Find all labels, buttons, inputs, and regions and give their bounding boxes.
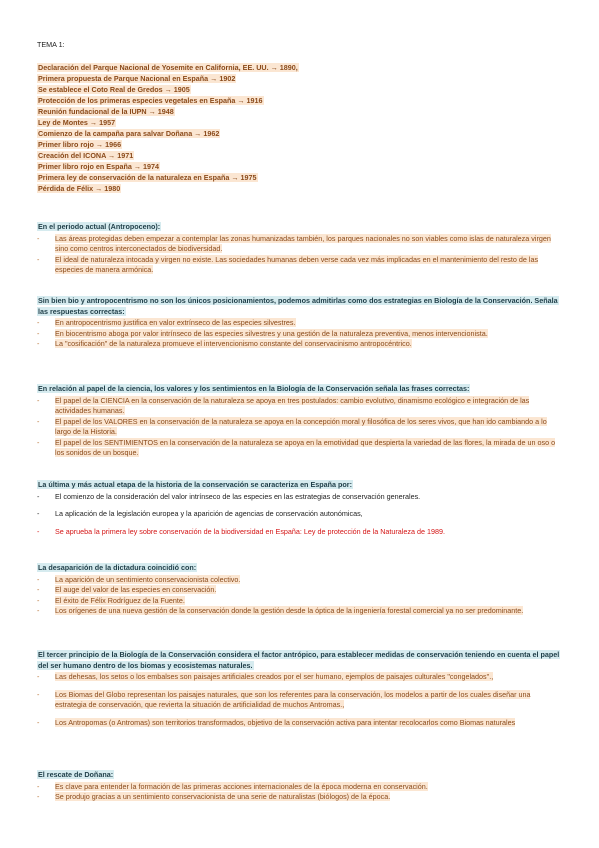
answer-item: - El ideal de naturaleza intocada y virgen no existe. Las sociedades humanas deben verse cada vez más implicadas en el mantenimiento del resto de las especies de manera armónica. — [37, 254, 539, 274]
timeline-item: Comienzo de la campaña para salvar Doñana → 1962 — [38, 129, 220, 138]
answer-item: - El papel de los SENTIMIENTOS en la conservación de la naturaleza se apoya en la emotividad que despierta la variedad de las flores, la mirada de un oso o los sonidos de un bosque. — [37, 437, 556, 457]
question-text: Sin bien bio y antropocentrismo no son los únicos posicionamientos, podemos admitirlas como dos estrategias en Biología de la Conservación. Señala las respuestas correctas: — [38, 296, 558, 316]
question-block — [37, 770, 562, 803]
timeline-item: Reunión fundacional de la IUPN → 1948 — [38, 107, 174, 116]
question-text: En el periodo actual (Antropoceno): — [38, 222, 161, 231]
question-block — [37, 222, 562, 276]
timeline-item: Creación del ICONA → 1971 — [38, 151, 134, 160]
answer-item: - Es clave para entender la formación de las primeras acciones internacionales de la época moderna en conservación. — [37, 781, 428, 791]
answer-item: - Los Biomas del Globo representan los paisajes naturales, que son los referentes para la conservación, los modelos a partir de los cuales diseñar una estrategia de conservación, que revierta la situación de artificialidad de muchos Antromas., — [37, 689, 531, 709]
timeline-item: Primera ley de conservación de la naturaleza en España → 1975 — [38, 173, 257, 182]
timeline-item: Se establece el Coto Real de Gredos → 1905 — [38, 85, 190, 94]
answer-item: - El papel de la CIENCIA en la conservación de la naturaleza se apoya en tres postulados: cambio evolutivo, dinamismo ecológico e integración de las actividades humanas. — [37, 395, 530, 415]
question-text: La desaparición de la dictadura coincidió con: — [38, 563, 197, 572]
answer-item: - Se produjo gracias a un sentimiento conservacionista de una serie de naturalistas (biólogos) de la época. — [37, 792, 391, 801]
question-text: En relación al papel de la ciencia, los valores y los sentimientos en la Biología de la Conservación señala las frases correctas: — [38, 384, 470, 393]
timeline-item: Declaración del Parque Nacional de Yosemite en California, EE. UU. → 1890, — [38, 63, 298, 72]
timeline-item: Primera propuesta de Parque Nacional en España → 1902 — [38, 74, 236, 83]
answer-item: - Las áreas protegidas deben empezar a contemplar las zonas humanizadas también, los parques nacionales no son viables como islas de naturaleza virgen sino como centros interconectados de biodiversidad. — [37, 233, 551, 253]
timeline-item: Primer libro rojo en España → 1974 — [38, 162, 160, 171]
answer-item: - El éxito de Félix Rodríguez de la Fuente. — [37, 595, 185, 605]
question-text: El rescate de Doñana: — [38, 770, 114, 779]
question-block — [37, 480, 562, 537]
answer-item: - En biocentrismo aboga por valor intrínseco de las especies silvestres y una gestión de la naturaleza preventiva, menos intervencionista. — [37, 328, 488, 338]
answer-item: - Se aprueba la primera ley sobre conservación de la biodiversidad en España: Ley de protección de la Naturaleza de 1989. — [37, 526, 445, 536]
timeline-item: Primer libro rojo → 1966 — [38, 140, 122, 149]
question-text: La última y más actual etapa de la historia de la conservación se caracteriza en España por: — [38, 480, 352, 489]
question-block — [37, 384, 562, 459]
answer-item: - El auge del valor de las especies en conservación. — [37, 585, 217, 594]
question-block — [37, 650, 562, 728]
topic-heading: TEMA 1: — [37, 40, 65, 49]
answer-item: - Los Antropomas (o Antromas) son territorios transformados, objetivo de la conservación activa para intentar recolocarlos como Biomas naturales — [37, 717, 516, 727]
answer-item: - El comienzo de la consideración del valor intrínseco de las especies en las estrategias de conservación generales. — [37, 491, 421, 501]
question-text: El tercer principio de la Biología de la Conservación considera el factor antrópico, para establecer medidas de conservación teniendo en cuenta el papel del ser humano dentro de los biomas y ecosistemas naturales. — [38, 650, 560, 670]
answer-item: - La aplicación de la legislación europea y la aparición de agencias de conservación autonómicas, — [37, 509, 363, 518]
timeline-item: Ley de Montes → 1957 — [38, 118, 116, 127]
answer-item: - En antropocentrismo justifica en valor extrínseco de las especies silvestres. — [37, 318, 296, 327]
answer-item: - La aparición de un sentimiento conservacionista colectivo. — [37, 574, 241, 584]
answer-item: - Los orígenes de una nueva gestión de la conservación donde la gestión desde la óptica de la ingeniería forestal comercial ya no ser predominante. — [37, 606, 524, 615]
answer-item: - El papel de los VALORES en la conservación de la naturaleza se apoya en la concepción moral y filosófica de los seres vivos, que han ido cambiando a lo largo de la Historia. — [37, 416, 547, 436]
question-block — [37, 563, 562, 617]
timeline-item: Pérdida de Félix → 1980 — [38, 184, 121, 193]
timeline-item: Protección de los primeras especies vegetales en España → 1916 — [38, 96, 263, 105]
question-block — [37, 296, 562, 350]
timeline-list — [37, 63, 557, 195]
answer-item: - La "cosificación" de la naturaleza promueve el intervencionismo constante del conservacinismo antropocéntrico. — [37, 339, 412, 348]
answer-item: - Las dehesas, los setos o los embalses son paisajes artificiales creados por el ser humano, ejemplos de paisajes culturales "congelados"., — [37, 672, 494, 681]
